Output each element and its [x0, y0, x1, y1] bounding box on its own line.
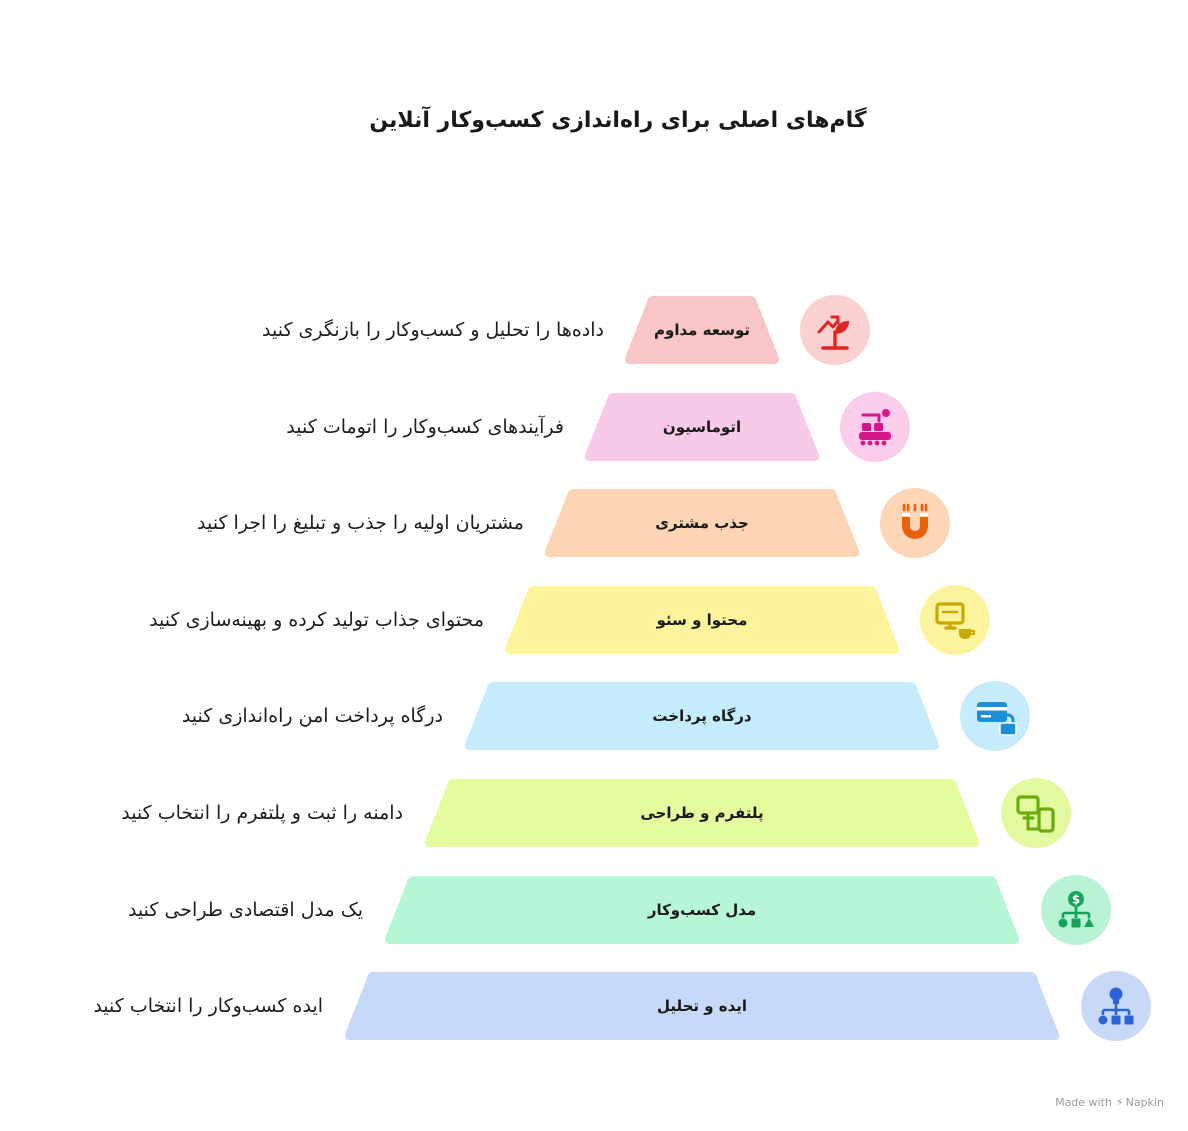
pyramid-tier — [384, 876, 1020, 944]
step-description: یک مدل اقتصادی طراحی کنید — [127, 898, 363, 921]
growth-plant-icon — [800, 295, 870, 365]
pyramid-tier — [504, 586, 900, 654]
step-description: دامنه را ثبت و پلتفرم را انتخاب کنید — [121, 802, 403, 824]
idea-hierarchy-icon — [1081, 971, 1151, 1041]
devices-icon — [1001, 778, 1071, 848]
napkin-logo-icon: ⚡ — [1115, 1096, 1124, 1109]
tier-label: اتوماسیون — [662, 417, 742, 436]
pyramid-tier — [544, 489, 860, 557]
tier-label: ایده و تحلیل — [656, 997, 748, 1016]
diagram-title: گام‌های اصلی برای راه‌اندازی کسب‌وکار آنلاین — [369, 108, 867, 133]
tier-label: مدل کسب‌وکار — [647, 900, 757, 919]
magnet-icon — [880, 488, 950, 558]
secure-card-icon — [960, 681, 1030, 751]
step-description: محتوای جذاب تولید کرده و بهینه‌سازی کنید — [149, 608, 484, 631]
tier-label: توسعه مداوم — [654, 321, 750, 339]
step-description: داده‌ها را تحلیل و کسب‌وکار را بازنگری کنید — [262, 319, 604, 341]
footer-brand: Napkin — [1125, 1096, 1164, 1109]
tier-label: محتوا و سئو — [656, 610, 748, 629]
step-description: مشتریان اولیه را جذب و تبلیغ را اجرا کنید — [197, 512, 524, 535]
svg-text:$: $ — [1071, 892, 1081, 907]
computer-coffee-icon — [920, 585, 990, 655]
pyramid-tier — [344, 972, 1060, 1040]
automation-robot-icon — [840, 392, 910, 462]
tier-label: جذب مشتری — [655, 514, 749, 533]
business-model-icon — [1041, 875, 1111, 945]
pyramid-tier — [584, 393, 820, 461]
step-description: فرآیندهای کسب‌وکار را اتومات کنید — [286, 415, 564, 438]
tier-label: پلتفرم و طراحی — [640, 804, 764, 822]
pyramid-tier — [464, 682, 940, 750]
tier-label: درگاه پرداخت — [652, 707, 752, 726]
footer-made-with: Made with — [1055, 1096, 1112, 1109]
footer-credit — [1055, 1096, 1164, 1109]
pyramid-tier — [424, 779, 980, 847]
pyramid-tier — [624, 296, 780, 364]
step-description: ایده کسب‌وکار را انتخاب کنید — [93, 995, 323, 1018]
step-description: درگاه پرداخت امن راه‌اندازی کنید — [181, 705, 443, 728]
